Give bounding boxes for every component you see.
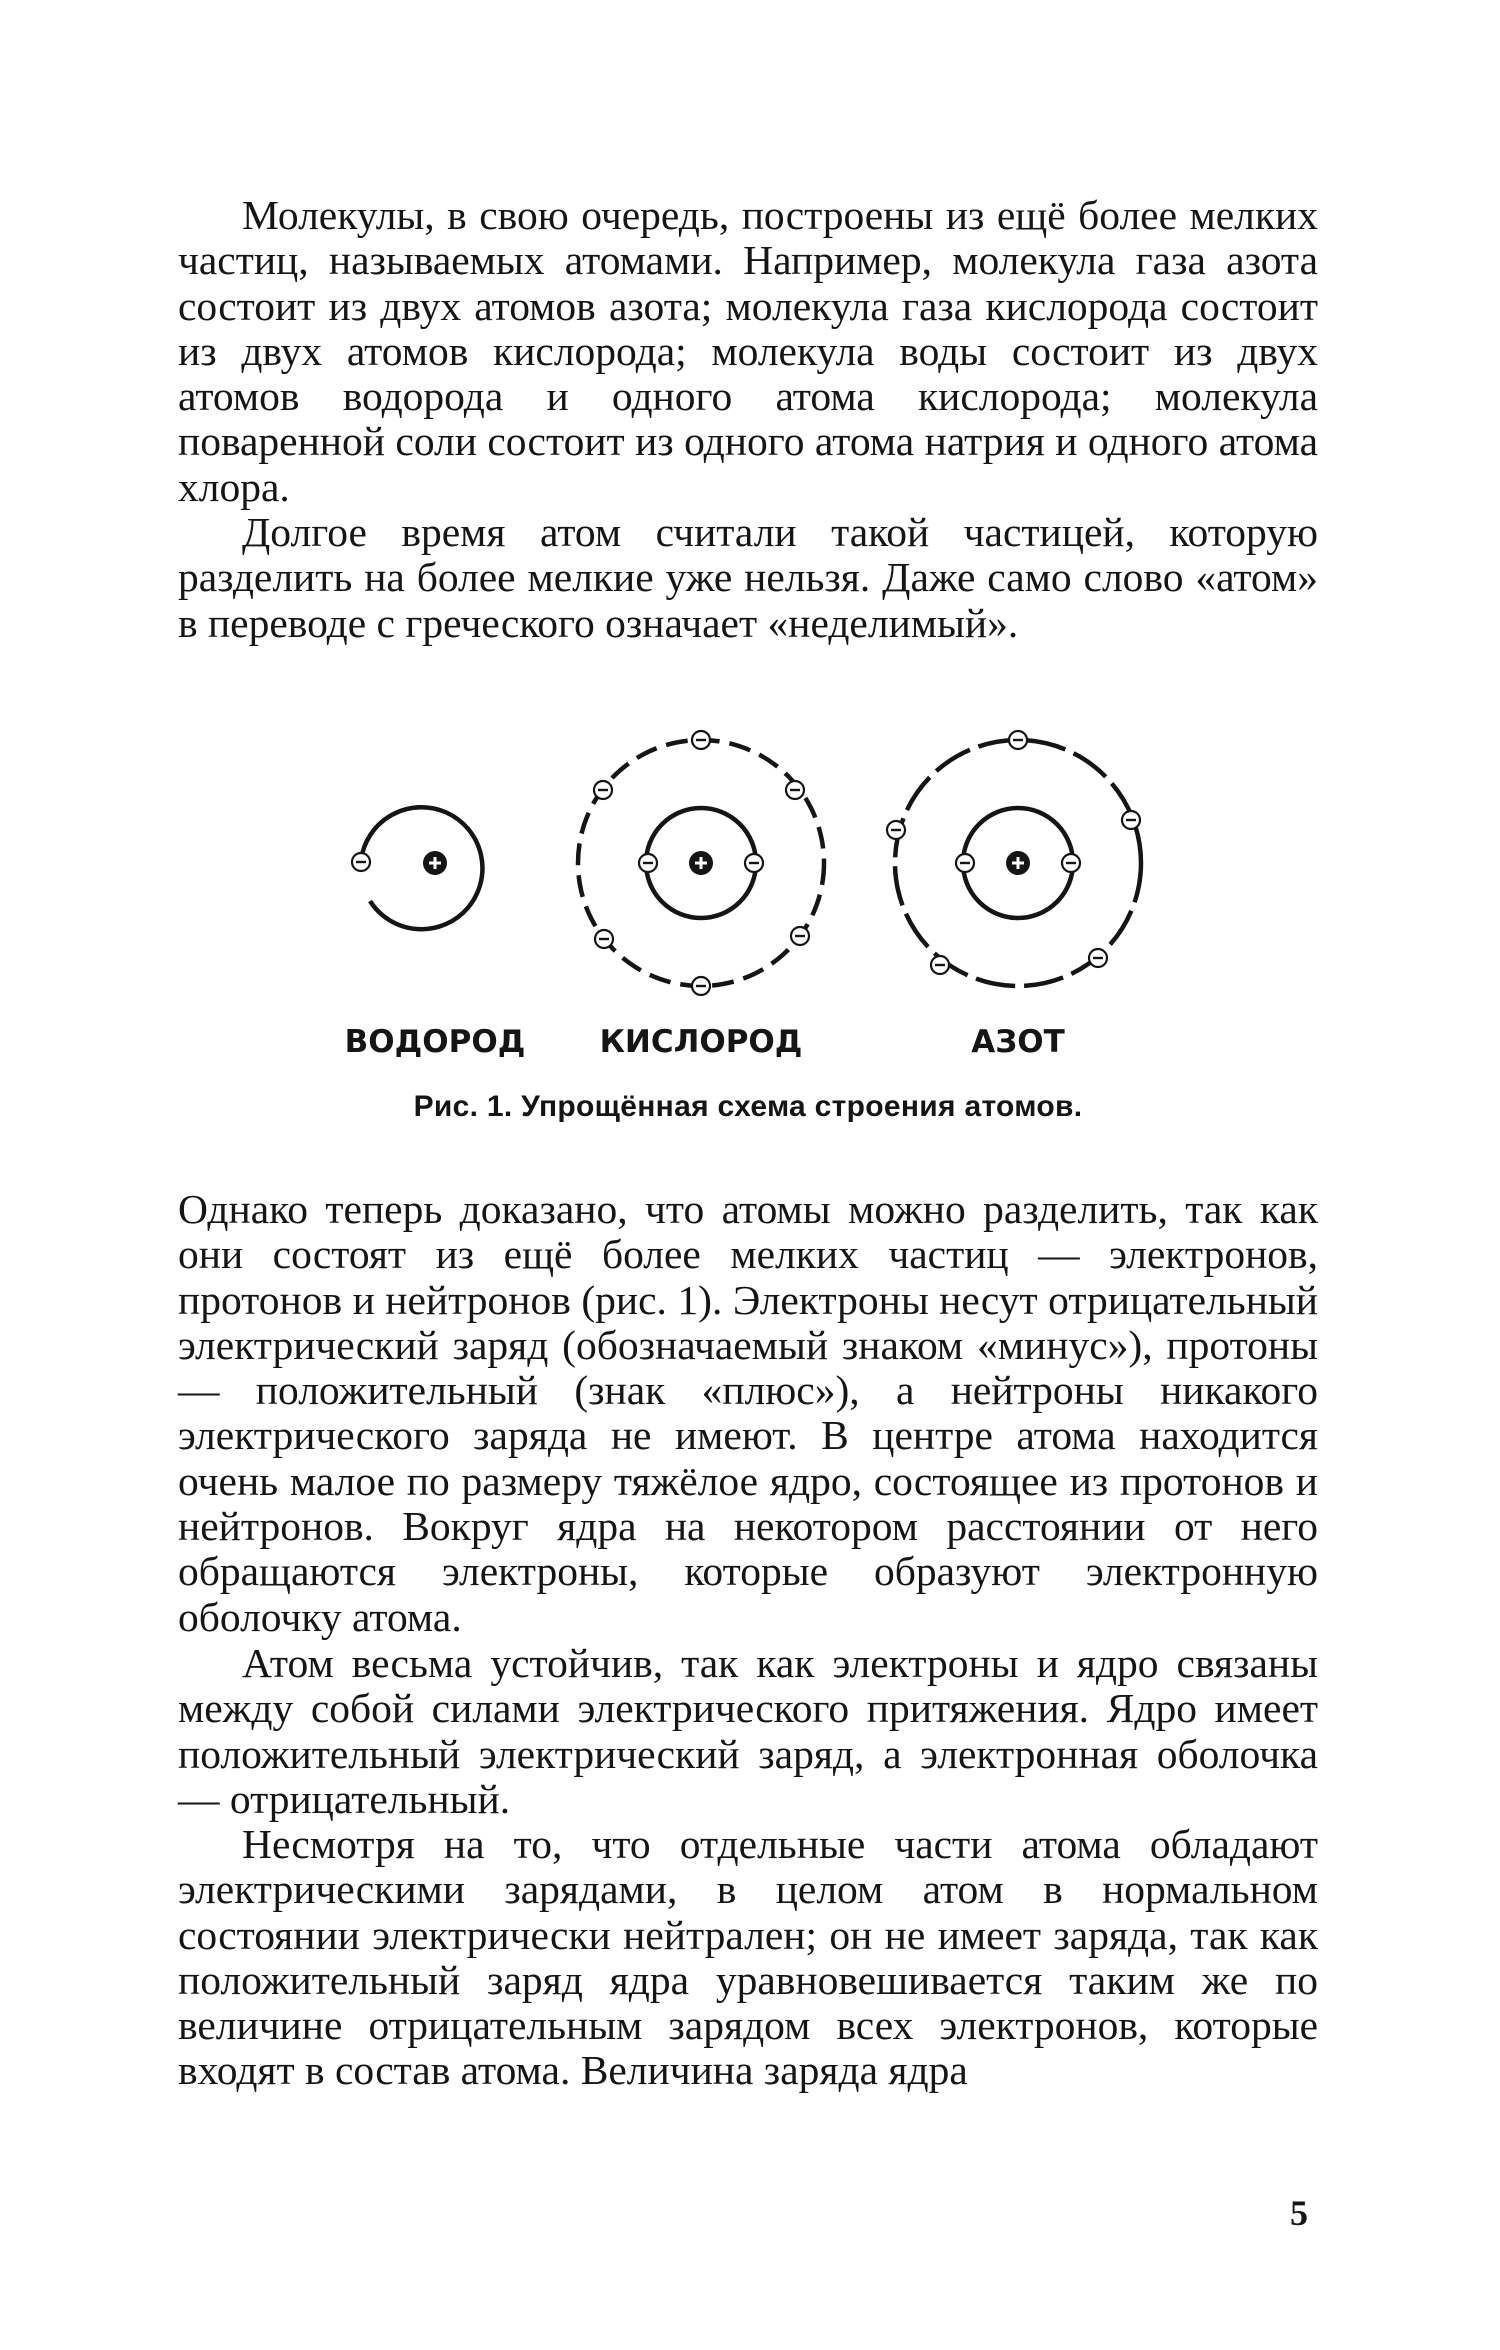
- oxygen-outer-electron-icon: [595, 930, 613, 948]
- atom-structure-figure: [330, 700, 1170, 1120]
- atom-diagram: [330, 700, 1170, 1120]
- hydrogen-electron-icon: [352, 853, 370, 871]
- nitrogen-outer-electron-icon: [887, 821, 905, 839]
- nitrogen-outer-electron-icon: [1089, 949, 1107, 967]
- oxygen-inner-electron-icon: [639, 854, 657, 872]
- hydrogen-atom: [352, 807, 482, 929]
- paragraph-indivisible-atom: Долгое время атом считали такой частицей, которую разделить на более мелкие уже нельзя. Даже само слово «атом» в переводе с греческого означает «неделимый».: [178, 509, 1318, 646]
- nitrogen-inner-electron-icon: [956, 854, 974, 872]
- nitrogen-outer-electron-icon: [1009, 731, 1027, 749]
- paragraph-atom-neutrality: Несмотря на то, что отдельные части атома обладают электрическими зарядами, в целом атом в нормальном состоянии электрически нейтрален; он не имеет заряда, так как положительный заряд ядра уравновешивается таким же по величине отрицательным зарядом всех электронов, которые входят в состав атома. Величина заряда ядра: [178, 1821, 1318, 2094]
- nitrogen-inner-electron-icon: [1062, 854, 1080, 872]
- paragraph-atom-composition: Однако теперь доказано, что атомы можно разделить, так как они состоят из ещё более мелких частиц — электронов, протонов и нейтронов (рис. 1). Электроны несут отрицательный электрический заряд (обозначаемый знаком «минус»), протоны — положительный (знак «плюс»), а нейтроны никакого электрического заряда не имеют. В центре атома находится очень малое по размеру тяжёлое ядро, состоящее из протонов и нейтронов. Вокруг ядра на некотором расстоянии от него обращаются электроны, которые образуют электронную оболочку атома.: [178, 1186, 1318, 1640]
- paragraph-atom-stability: Атом весьма устойчив, так как электроны и ядро связаны между собой силами электрического притяжения. Ядро имеет положительный электрический заряд, а электронная оболочка — отрицательный.: [178, 1640, 1318, 1822]
- hydrogen-label: ВОДОРОД: [344, 1024, 526, 1060]
- oxygen-outer-electron-icon: [786, 781, 804, 799]
- page-number: 5: [1290, 2193, 1308, 2233]
- nitrogen-outer-electron-icon: [1122, 811, 1140, 829]
- nitrogen-outer-electron-icon: [931, 956, 949, 974]
- oxygen-outer-electron-icon: [692, 731, 710, 749]
- paragraph-molecules: Молекулы, в свою очередь, построены из ещё более мелких частиц, называемых атомами. Например, молекула газа азота состоит из двух атомов азота; молекула газа кислорода состоит из двух атомов кислорода; молекула воды состоит из двух атомов водорода и одного атома кислорода; молекула поваренной соли состоит из одного атома натрия и одного атома хлора.: [178, 192, 1318, 510]
- nitrogen-nucleus-icon: [1006, 851, 1030, 875]
- oxygen-outer-electron-icon: [692, 977, 710, 995]
- oxygen-atom: [578, 731, 824, 995]
- nitrogen-label: АЗОТ: [971, 1024, 1065, 1060]
- oxygen-nucleus-icon: [689, 851, 713, 875]
- oxygen-outer-electron-icon: [594, 781, 612, 799]
- hydrogen-orbit: [361, 807, 482, 929]
- oxygen-label: КИСЛОРОД: [599, 1024, 803, 1060]
- oxygen-inner-electron-icon: [745, 854, 763, 872]
- nitrogen-atom: [887, 731, 1141, 986]
- hydrogen-nucleus-icon: [423, 851, 447, 875]
- figure-caption: Рис. 1. Упрощённая схема строения атомов.: [413, 1090, 1083, 1123]
- oxygen-outer-electron-icon: [791, 927, 809, 945]
